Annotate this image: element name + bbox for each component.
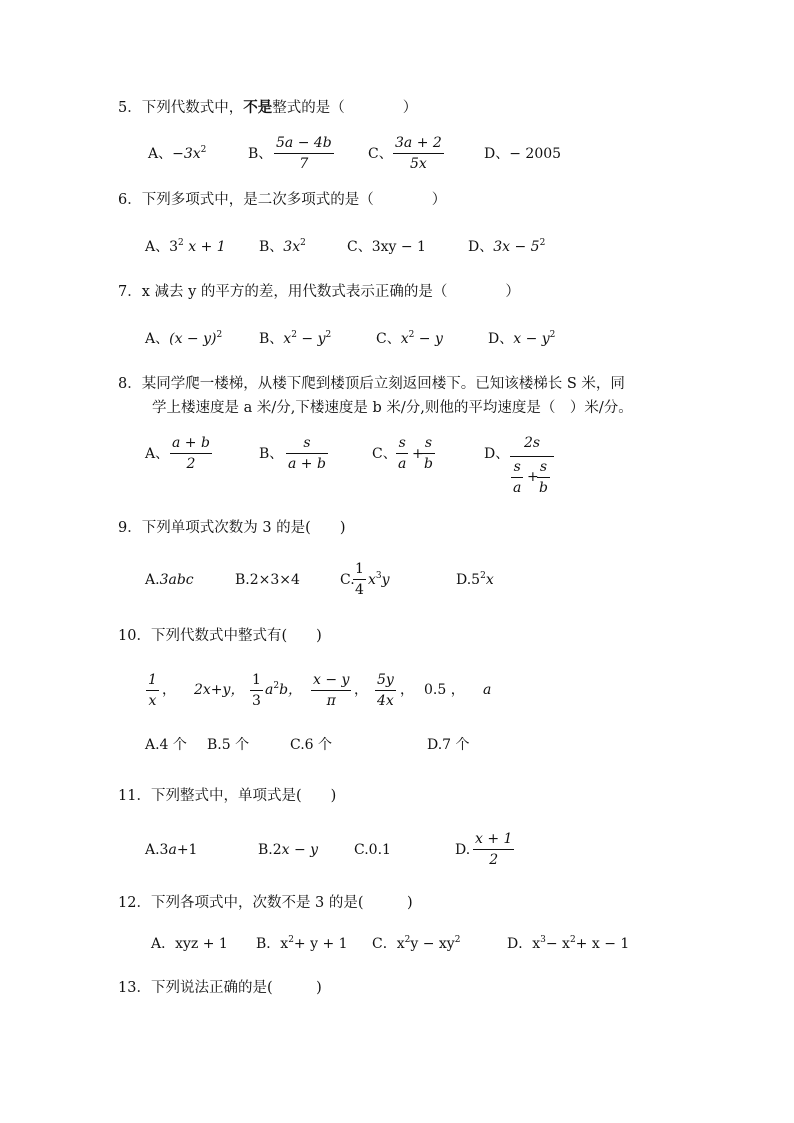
- question-12-stem: 12．下列各项式中，次数不是 3 的是( ): [118, 895, 413, 911]
- q8-option-d-fraction2: [537, 460, 550, 495]
- question-9-stem: 9．下列单项式次数为 3 的是( ): [118, 520, 346, 536]
- q8-d-d1: a: [513, 480, 522, 496]
- q11-a-label: A.3: [145, 842, 169, 858]
- q10-option-a: A.4 个: [145, 737, 187, 753]
- q12-b-rest: + y + 1: [293, 936, 348, 952]
- q10-e4-den: π: [326, 693, 336, 709]
- q11-b-label: B.2: [258, 842, 282, 858]
- q10-expr4-fraction: [311, 673, 351, 708]
- q7-b-label: B、: [259, 331, 284, 347]
- q5-option-b-label: B、: [248, 146, 273, 162]
- q11-option-c: C.0.1: [354, 842, 391, 858]
- q10-e5-num: 5y: [377, 672, 394, 688]
- q8-option-a-label: A、: [145, 446, 170, 462]
- q10-e3-exp: 2: [273, 681, 280, 691]
- q5-stem-bold: 不是: [243, 99, 273, 116]
- q10-sep4: ，: [354, 682, 368, 698]
- q7-b-main: x: [283, 331, 292, 347]
- q10-e4-num: x − y: [313, 672, 350, 688]
- question-8-stem-line2: 学上楼速度是 a 米/分,下楼速度是 b 米/分,则他的平均速度是（ ）米/分。: [152, 400, 633, 416]
- q12-d-mid: − x: [545, 936, 570, 952]
- q9-a-expr: 3abc: [159, 572, 194, 588]
- q9-c-rest: y: [381, 572, 390, 588]
- q7-b-exp2: 2: [325, 330, 332, 340]
- q12-option-a: A．xyz + 1: [151, 936, 228, 952]
- q5-option-c-label: C、: [368, 146, 393, 162]
- q6-b-exp: 2: [300, 238, 306, 248]
- q6-b-base: 3x: [283, 239, 301, 255]
- q5-option-b-fraction: [274, 136, 334, 171]
- q6-d-exp: 2: [539, 238, 546, 248]
- q12-c-mid: y − xy: [410, 936, 455, 952]
- q7-d-main: x − y: [513, 331, 550, 347]
- q8-d-main-bar: [510, 456, 554, 457]
- q5-b-den: 7: [299, 156, 309, 172]
- q10-expr1-fraction: [146, 673, 159, 708]
- q8-option-b-label: B、: [259, 446, 284, 462]
- q7-option-b: [259, 332, 331, 346]
- q8-option-b-fraction: [286, 436, 328, 471]
- q9-c-base: x: [368, 572, 376, 588]
- q8-a-den: 2: [186, 456, 196, 472]
- q5-stem-prefix: 5．下列代数式中，: [118, 100, 244, 116]
- q5-stem-suffix: 整式的是（ ）: [272, 100, 418, 116]
- q12-c-exp2: 2: [454, 935, 461, 945]
- q12-c-pre: C．x: [372, 936, 405, 952]
- q12-option-c: [372, 937, 460, 951]
- q12-d-exp2: 2: [569, 935, 576, 945]
- q10-expr6: 0.5 ，: [424, 682, 465, 698]
- q10-e3-den: 3: [252, 693, 261, 709]
- q10-sep5: ，: [400, 682, 414, 698]
- q5-b-num: 5a − 4b: [276, 135, 332, 151]
- q5-d-label: D、: [484, 146, 510, 162]
- q10-e3-base: a: [265, 682, 274, 698]
- q5-a-label: A、: [148, 146, 173, 162]
- q5-c-num: 3a + 2: [395, 135, 442, 151]
- q10-sep1: ，: [162, 682, 176, 698]
- q7-d-label: D、: [488, 331, 514, 347]
- q8-a-num: a + b: [172, 435, 210, 451]
- q6-b-label: B、: [259, 239, 284, 255]
- q12-d-pre: D．x: [507, 936, 541, 952]
- q11-a-var: a: [168, 842, 177, 858]
- q5-d-expr: − 2005: [509, 146, 562, 162]
- q8-c-d1: a: [398, 456, 407, 472]
- q10-expr3-rest: [265, 683, 302, 697]
- q11-a-rest: +1: [176, 842, 198, 858]
- q9-option-c-label: C.: [340, 572, 355, 588]
- q7-c-main: x: [400, 331, 409, 347]
- q8-option-c-fraction1: [396, 436, 408, 471]
- q6-option-b: [259, 240, 306, 254]
- q9-option-c-expr: [368, 573, 390, 587]
- q10-expr2: 2x+y，: [194, 682, 245, 698]
- q9-option-d: [456, 573, 494, 587]
- q6-d-label: D、: [468, 239, 494, 255]
- q8-option-c-label: C、: [372, 446, 397, 462]
- q9-c-den: 4: [355, 582, 364, 598]
- q8-c-n2: s: [424, 435, 433, 451]
- q11-option-d-label: D.: [455, 842, 471, 858]
- q8-c-n1: s: [398, 435, 406, 451]
- question-6-stem: 6．下列多项式中，是二次多项式的是（ ）: [118, 192, 447, 208]
- q9-a-label: A.: [145, 572, 160, 588]
- q5-a-exp: 2: [200, 145, 207, 155]
- q11-option-a: [145, 843, 197, 857]
- q5-option-c-fraction: [393, 136, 444, 171]
- q7-a-label: A、: [145, 331, 170, 347]
- q7-c-rest: − y: [414, 331, 443, 347]
- q12-option-b: [256, 937, 348, 951]
- q9-c-exp: 3: [375, 571, 382, 581]
- question-5-stem: [118, 101, 417, 116]
- q12-c-exp1: 2: [404, 935, 411, 945]
- q7-b-mid: − y: [296, 331, 326, 347]
- q7-a-exp: 2: [216, 330, 223, 340]
- q7-d-exp: 2: [549, 330, 556, 340]
- q12-d-exp1: 3: [540, 935, 546, 945]
- q8-d-d2: b: [539, 480, 548, 496]
- question-13-stem: 13．下列说法正确的是( ): [118, 980, 322, 996]
- q8-b-num: s: [303, 435, 311, 451]
- q10-e3-num: 1: [252, 672, 261, 688]
- q10-e3-rest: b，: [279, 682, 303, 698]
- q12-option-d: [507, 937, 629, 951]
- q9-option-c-fraction: [353, 562, 366, 597]
- q10-option-b: B.5 个: [207, 737, 250, 753]
- question-11-stem: 11．下列整式中，单项式是( ): [118, 788, 337, 804]
- question-10-stem: 10．下列代数式中整式有( ): [118, 628, 322, 644]
- q8-option-d-fraction1: [511, 460, 523, 495]
- q12-d-rest: + x − 1: [575, 936, 630, 952]
- q8-b-den: a + b: [288, 456, 326, 472]
- q8-d-n1: s: [513, 459, 521, 475]
- q9-option-a: [145, 573, 194, 587]
- q8-option-c-fraction2: [422, 436, 435, 471]
- q7-c-exp: 2: [408, 330, 415, 340]
- q7-b-exp1: 2: [291, 330, 297, 340]
- q5-option-d: [484, 147, 561, 161]
- q6-option-a: [145, 240, 226, 254]
- q11-option-b: [258, 843, 318, 857]
- q9-d-label: D.5: [456, 572, 481, 588]
- q6-option-c: C、3xy − 1: [347, 239, 426, 255]
- q11-option-d-fraction: [473, 832, 514, 867]
- q7-option-d: [488, 332, 555, 346]
- q5-a-expr: −3x: [172, 146, 201, 162]
- q10-e5-den: 4x: [377, 693, 394, 709]
- q9-d-rest: x: [485, 572, 494, 588]
- question-8-stem-line1: 8．某同学爬一楼梯，从楼下爬到楼顶后立刻返回楼下。已知该楼梯长 S 米，同: [118, 376, 625, 392]
- question-7-stem: 7．x 减去 y 的平方的差，用代数式表示正确的是（ ）: [118, 284, 520, 300]
- q11-d-den: 2: [489, 852, 499, 868]
- q8-option-c-plus: +: [412, 446, 424, 462]
- q10-option-d: D.7 个: [427, 737, 470, 753]
- q10-e1-num: 1: [148, 672, 157, 688]
- q6-option-d: [468, 240, 545, 254]
- q11-b-expr: x − y: [281, 842, 319, 858]
- q7-option-c: [376, 332, 443, 346]
- q12-b-pre: B．x: [256, 936, 289, 952]
- q6-d-main: 3x − 5: [493, 239, 540, 255]
- q10-expr5-fraction: [375, 673, 396, 708]
- q6-a-exp: 2: [178, 238, 184, 248]
- q9-option-b: B.2×3×4: [235, 572, 300, 588]
- q6-a-label: A、: [145, 239, 170, 255]
- q8-option-d-plus: +: [527, 469, 539, 485]
- q9-d-exp: 2: [480, 571, 486, 581]
- q7-option-a: [145, 332, 222, 346]
- q5-c-den: 5x: [409, 156, 427, 172]
- q8-d-n2: s: [539, 459, 548, 475]
- q10-e1-den: x: [148, 693, 157, 709]
- q8-c-d2: b: [424, 456, 433, 472]
- q5-option-a: [148, 147, 206, 161]
- q10-option-c: C.6 个: [290, 737, 333, 753]
- q8-d-numerator: 2s: [524, 435, 541, 451]
- q9-c-num: 1: [355, 561, 364, 577]
- q10-expr3-fraction: [250, 673, 263, 708]
- q8-option-a-fraction: [170, 436, 212, 471]
- q6-a-base: 3: [169, 239, 179, 255]
- q7-a-main: (x − y): [169, 331, 217, 347]
- q8-option-d-label: D、: [484, 446, 510, 462]
- q12-b-exp: 2: [288, 935, 294, 945]
- q7-c-label: C、: [376, 331, 401, 347]
- q6-a-rest: x + 1: [183, 239, 226, 255]
- q11-d-num: x + 1: [475, 831, 513, 847]
- q10-expr7: a: [483, 682, 492, 698]
